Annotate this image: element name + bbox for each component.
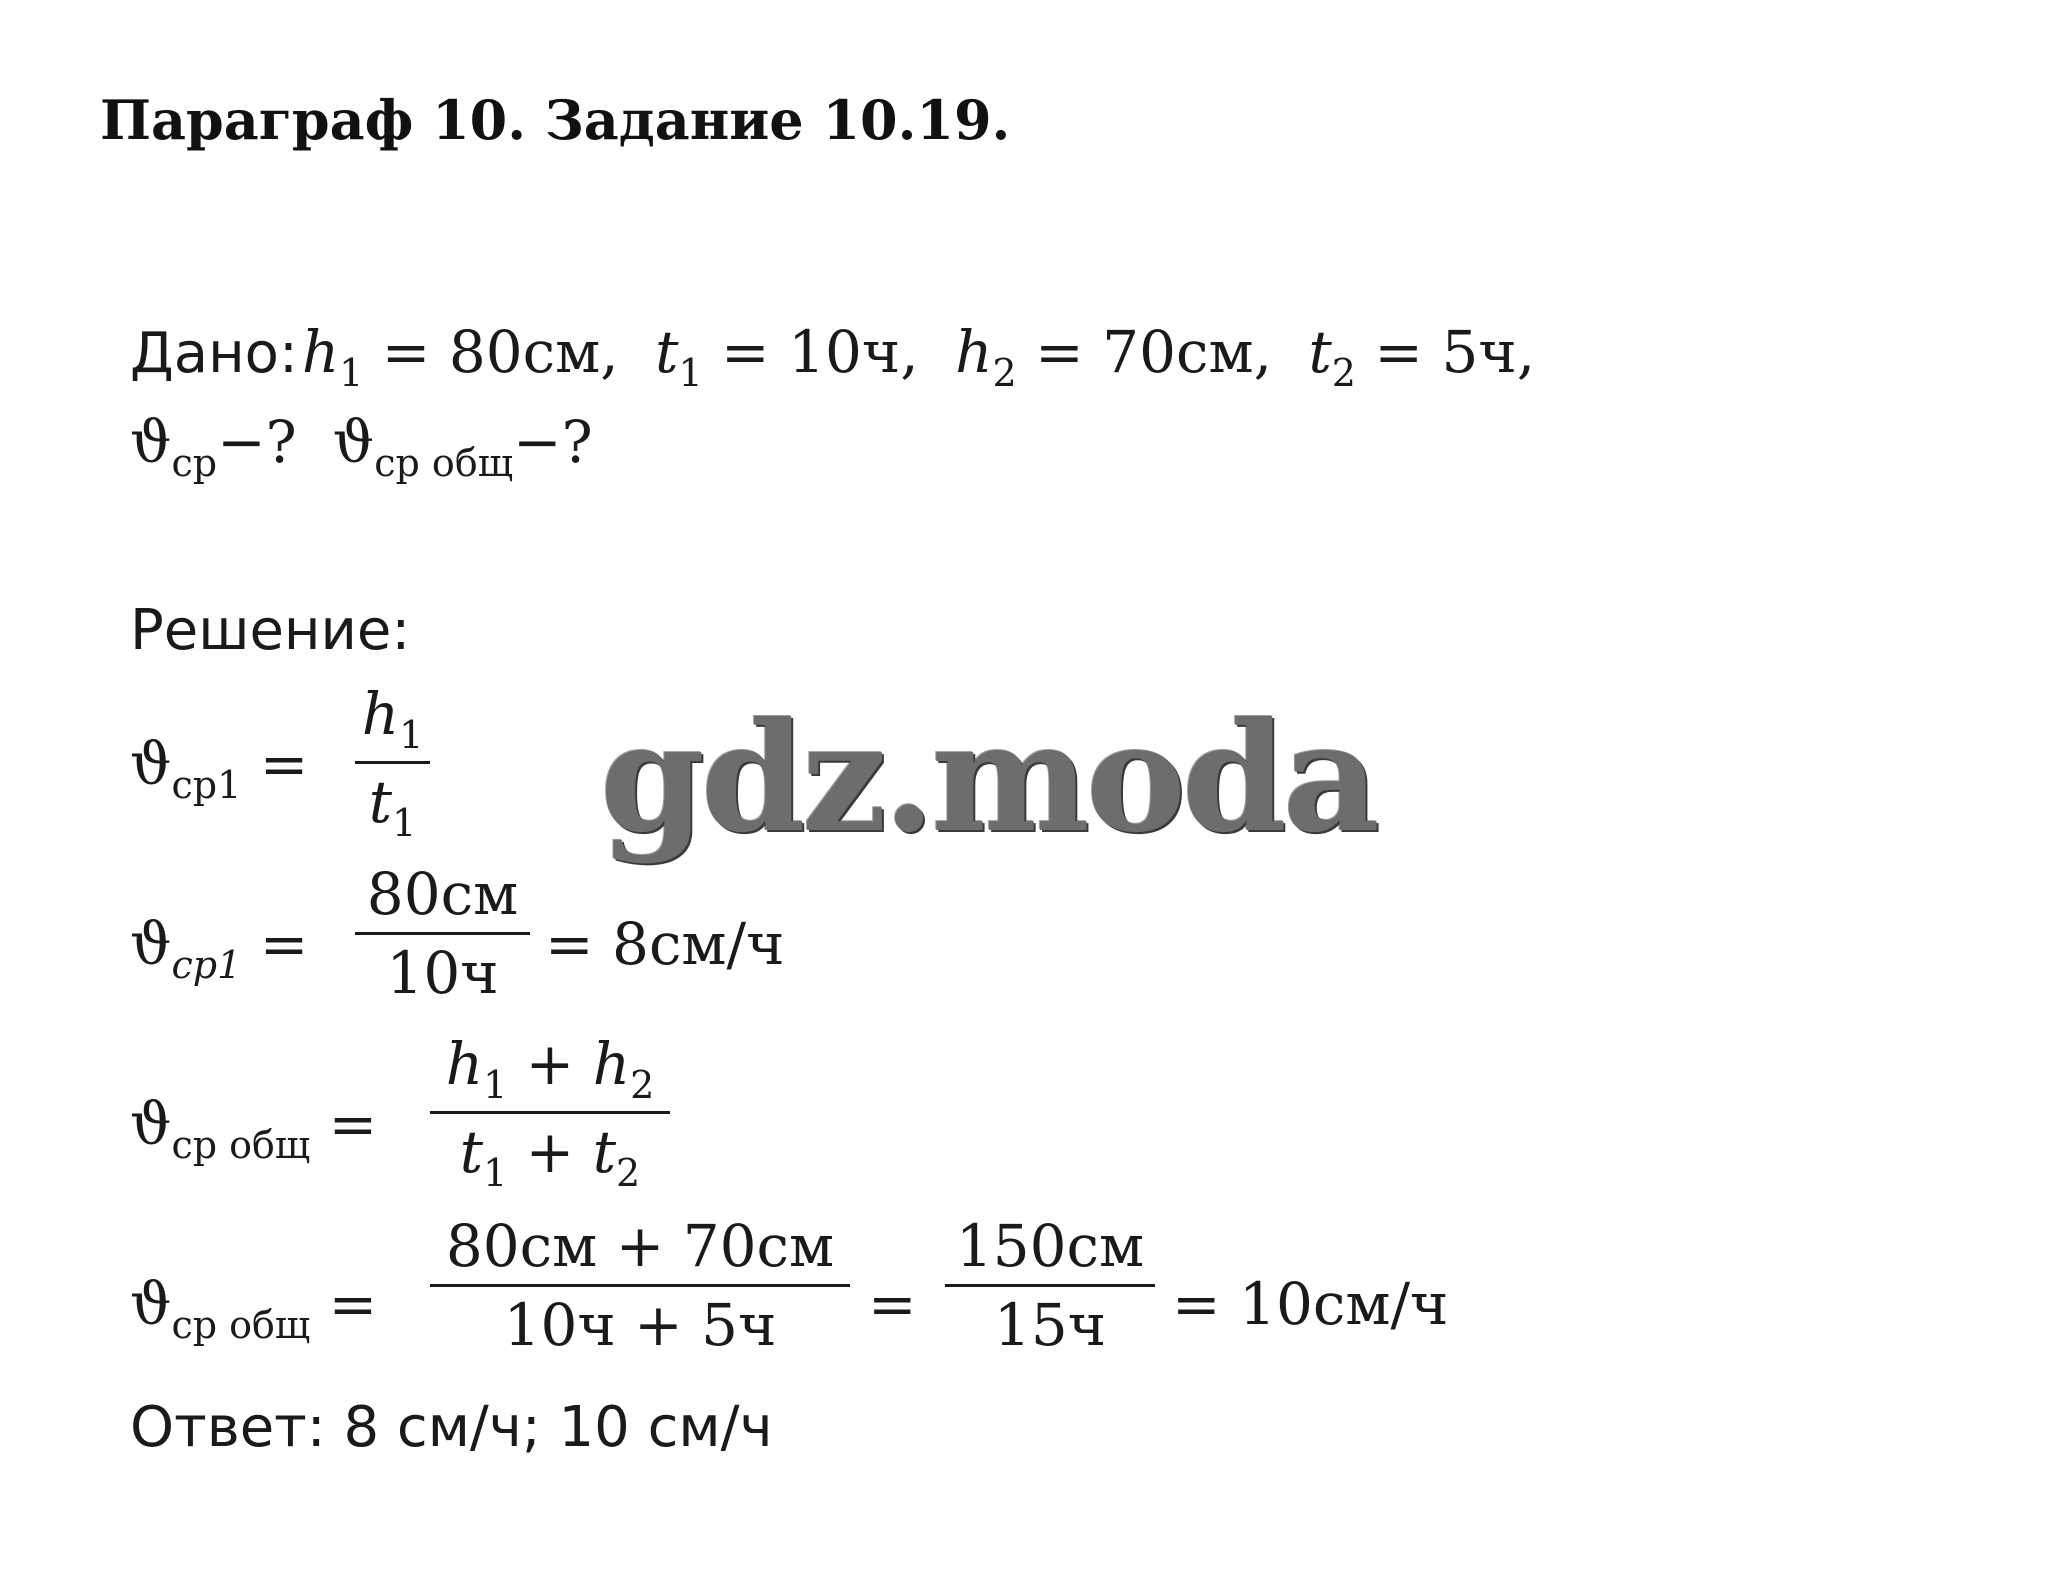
formula-v1-calc-lhs: $ϑ_{ср1}$ =	[130, 910, 309, 987]
formula-v1-calc-fraction	[355, 860, 530, 1007]
v1-denominator: 10ч	[386, 939, 499, 1007]
v1-numerator: 80см	[366, 860, 519, 928]
answer-text: 8 см/ч; 10 см/ч	[343, 1395, 773, 1460]
formula-vt-calc-lhs: $ϑ_{ср общ}$ =	[130, 1270, 378, 1347]
equals-sign: =	[868, 1270, 917, 1338]
formula-vt-result: = 10см/ч	[1172, 1270, 1449, 1338]
formula-v1-lhs: $ϑ_{ср1}$ =	[130, 730, 309, 807]
solution-label: Решение:	[130, 598, 411, 663]
formula-v1-result: = 8см/ч	[545, 910, 785, 978]
formula-vt-calc-fraction2	[945, 1212, 1155, 1359]
vt-denominator: 10ч + 5ч	[503, 1291, 777, 1359]
vt-numerator: 80см + 70см	[445, 1212, 835, 1280]
vt-denominator2: 15ч	[993, 1291, 1107, 1359]
answer-label: Ответ:	[130, 1395, 326, 1460]
given-h1: 80см	[448, 318, 601, 386]
given-t1: 10ч	[788, 318, 901, 386]
formula-vt-lhs: $ϑ_{ср общ}$ =	[130, 1090, 378, 1167]
page-title: Параграф 10. Задание 10.19.	[100, 88, 1011, 152]
given-line: Дано: $h_1 = 80см$, $t_1 = 10ч$, $h_2 = 70см$, $t_2 = 5ч$,	[130, 318, 1536, 395]
watermark-logo: gdz.moda	[600, 690, 1377, 866]
vt-numerator2: 150см	[955, 1212, 1145, 1280]
formula-v1-fraction: $h_1$ $t_1$	[355, 680, 430, 845]
formula-vt-calc-fraction1	[430, 1212, 850, 1359]
answer-line	[130, 1395, 773, 1460]
formula-vt-fraction: $h_1 + h_2$ $t_1 + t_2$	[430, 1030, 670, 1195]
given-t2: 5ч	[1441, 318, 1517, 386]
given-label: Дано:	[130, 321, 298, 386]
unknowns-line: $ϑ_{ср}-$? $ϑ_{ср общ}-$?	[130, 408, 593, 485]
given-h2: 70см	[1102, 318, 1254, 386]
